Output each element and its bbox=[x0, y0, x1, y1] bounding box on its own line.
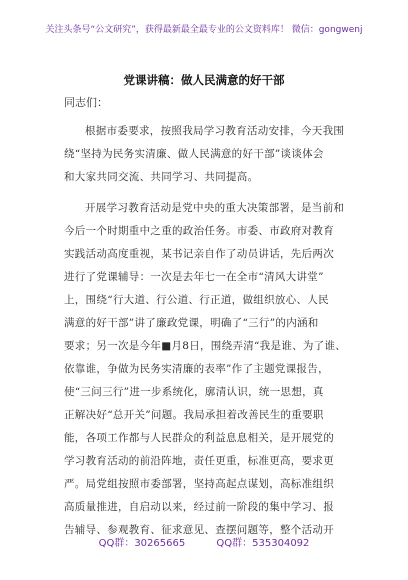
document-title: 党课讲稿：做人民满意的好干部 bbox=[123, 73, 285, 87]
text-line: 开展学习教育活动是党中央的重大决策部署，是当前和 bbox=[85, 202, 345, 214]
text-line: 高质量推进，自启动以来，经过前一阶段的集中学习、报 bbox=[64, 501, 334, 513]
paragraph bbox=[64, 197, 354, 542]
text-line: 使“三问三行”进一步系统化，廓清认识，统一思想，真 bbox=[64, 386, 324, 398]
footer bbox=[0, 534, 408, 549]
text-line: 告辅导、参观教育、征求意见、查摆问题等，整个活动开 bbox=[64, 524, 334, 536]
text-line: 实践活动高度重视，某书记亲自作了动员讲话，先后两次 bbox=[64, 248, 334, 260]
footer-qq-group-2: QQ群：535304092 bbox=[216, 538, 310, 549]
text-line: 学习教育活动的前沿阵地，责任更重，标准更高，要求更 bbox=[64, 455, 334, 467]
text-line: 今后一个时期重中之重的政治任务。市委、市政府对教育 bbox=[64, 225, 334, 237]
footer-qq-group-1: QQ群：30265665 bbox=[98, 538, 186, 549]
text-line: 满意的好干部”讲了廉政党课，明确了“三行”的内涵和 bbox=[64, 317, 319, 329]
salutation: 同志们： bbox=[64, 96, 108, 109]
text-line: 能，各项工作都与人民群众的利益息息相关，是开展党的 bbox=[64, 432, 334, 444]
text-line: 和大家共同交流、共同学习、共同提高。 bbox=[64, 171, 259, 183]
text-line: 绕“坚持为民务实清廉、做人民满意的好干部”谈谈体会 bbox=[64, 148, 324, 160]
paragraph bbox=[64, 120, 354, 189]
text-line: 上，围绕“行大道、行公道、行正道，做组织放心、人民 bbox=[64, 294, 329, 306]
text-line: 正解决好“总开关”问题。我局承担着改善民生的重要职 bbox=[64, 409, 324, 421]
text-line: 要求；另一次是今年■月8日，围绕弄清“我是谁、为了谁、 bbox=[64, 340, 347, 352]
text-line: 依靠谁，争做为民务实清廉的表率”作了主题党课报告， bbox=[64, 363, 329, 375]
text-line: 根据市委要求，按照我局学习教育活动安排，今天我围 bbox=[85, 125, 345, 137]
text-line: 进行了党课辅导：一次是去年七一在全市“清风大讲堂” bbox=[64, 271, 324, 283]
header-banner: 关注头条号“公文研究”，获得最新最全最专业的公文资料库！ 微信：gongwenj bbox=[45, 25, 363, 35]
document-body bbox=[64, 120, 354, 542]
text-line: 严。局党组按照市委部署，坚持高起点谋划，高标准组织 bbox=[64, 478, 334, 490]
